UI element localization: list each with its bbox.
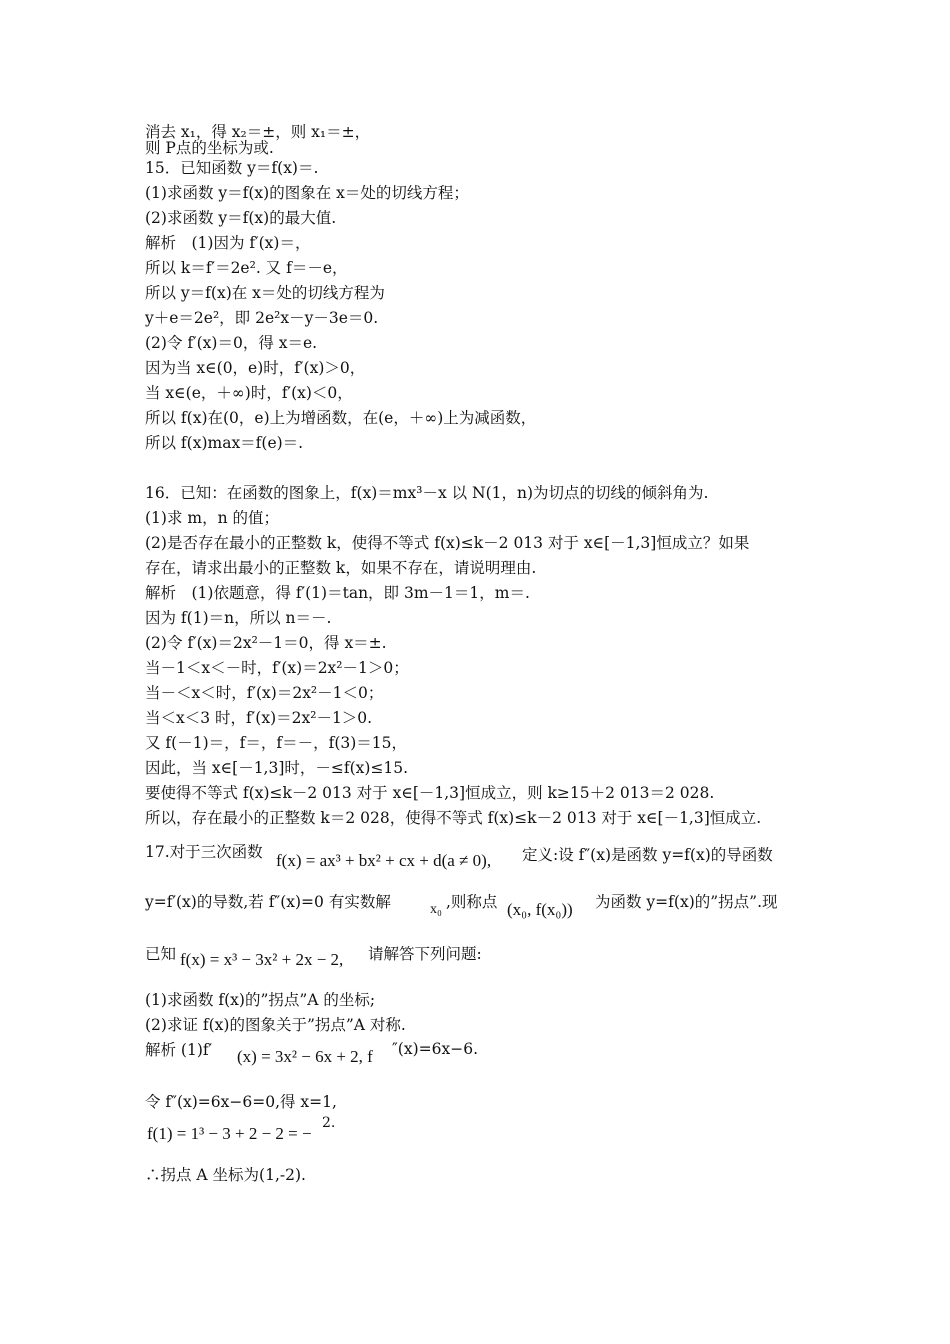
text-line: (2)求函数 y＝f(x)的最大值. [145, 209, 337, 227]
text-line: 当＜x＜3 时，f′(x)＝2x²－1＞0. [145, 709, 373, 727]
text-line: 当－1＜x＜－时，f′(x)＝2x²－1＞0； [145, 659, 409, 677]
given-function-formula: f(x) = x³ − 3x² + 2x − 2, [180, 950, 344, 969]
text-line: 所以 f(x)max＝f(e)＝. [145, 434, 304, 452]
text-line: (2)是否存在最小的正整数 k，使得不等式 f(x)≤k－2 013 对于 x∈[－1,3]恒成立？如果 [145, 534, 750, 552]
f1-result: 2. [322, 1115, 336, 1131]
derivative-formula: (x) = 3x² − 6x + 2, f [237, 1047, 373, 1066]
text-line: 所以，存在最小的正整数 k＝2 028，使得不等式 f(x)≤k－2 013 对于 x∈[－1,3]恒成立. [145, 809, 762, 827]
cubic-function-formula: f(x) = ax³ + bx² + cx + d(a ≠ 0), [276, 851, 492, 870]
text-line: 所以 f(x)在(0，e)上为增函数，在(e，＋∞)上为减函数， [145, 409, 537, 427]
text-line: 又 f(－1)＝，f＝，f＝－，f(3)＝15， [145, 734, 408, 752]
text-line: 所以 y＝f(x)在 x＝处的切线方程为 [145, 284, 385, 302]
text-line: 请解答下列问题: [368, 945, 482, 963]
text-line: 存在，请求出最小的正整数 k，如果不存在，请说明理由. [145, 559, 537, 577]
text-line: 则 P点的坐标为或. [145, 139, 274, 157]
text-line: 当－＜x＜时，f′(x)＝2x²－1＜0； [145, 684, 384, 702]
conclusion: ∴拐点 A 坐标为(1,-2). [145, 1166, 306, 1184]
text-line: (1)求 m，n 的值； [145, 509, 279, 527]
x0-formula: x₀ [430, 902, 442, 917]
second-derivative-text: ″(x)=6x−6. [392, 1040, 478, 1058]
text-line: 所以 k＝f′＝2e². 又 f＝－e， [145, 259, 348, 277]
f1-formula: f(1) = 1³ − 3 + 2 − 2 = − [147, 1124, 312, 1143]
text-line: 当 x∈(e，＋∞)时，f′(x)＜0， [145, 384, 353, 402]
text-line: 消去 x₁，得 x₂＝±，则 x₁＝±， [145, 123, 371, 141]
text-line: 为函数 y=f(x)的”拐点”.现 [595, 893, 778, 911]
question-1: (1)求函数 f(x)的”拐点”A 的坐标; [145, 991, 376, 1009]
definition-text: 定义:设 f″(x)是函数 y=f(x)的导函数 [522, 846, 773, 864]
text-line: 因此，当 x∈[－1,3]时，－≤f(x)≤15. [145, 759, 409, 777]
text-line: 解析 (1)因为 f′(x)＝， [145, 234, 311, 252]
text-line: 令 f″(x)=6x−6=0,得 x=1, [145, 1093, 337, 1111]
text-line: y＋e＝2e²，即 2e²x－y－3e＝0. [145, 309, 379, 327]
point-formula: (x₀, f(x₀)) [507, 900, 573, 919]
text-line: (1)求函数 y＝f(x)的图象在 x＝处的切线方程； [145, 184, 469, 202]
problem-15-title: 15．已知函数 y＝f(x)＝. [145, 159, 319, 177]
text-line: (2)令 f′(x)＝0，得 x＝e. [145, 334, 318, 352]
text-line: 因为 f(1)＝n，所以 n＝－. [145, 609, 332, 627]
question-2: (2)求证 f(x)的图象关于”拐点”A 对称. [145, 1016, 406, 1034]
problem-16-title: 16．已知：在函数的图象上，f(x)＝mx³－x 以 N(1，n)为切点的切线的倾斜角为. [145, 484, 709, 502]
text-line: 解析 (1)依题意，得 f′(1)＝tan，即 3m－1＝1，m＝. [145, 584, 530, 602]
solution-label: 解析 (1)f′ [145, 1041, 213, 1059]
text-line: 要使得不等式 f(x)≤k－2 013 对于 x∈[－1,3]恒成立，则 k≥15＋2 013＝2 028. [145, 784, 715, 802]
text-line: ,则称点 [446, 893, 498, 911]
problem-17-title: 17.对于三次函数 [145, 843, 263, 861]
text-line: 已知 [145, 945, 177, 963]
text-line: (2)令 f′(x)＝2x²－1＝0，得 x＝±. [145, 634, 387, 652]
text-line: y=f′(x)的导数,若 f″(x)=0 有实数解 [145, 893, 391, 911]
text-line: 因为当 x∈(0，e)时，f′(x)＞0， [145, 359, 366, 377]
